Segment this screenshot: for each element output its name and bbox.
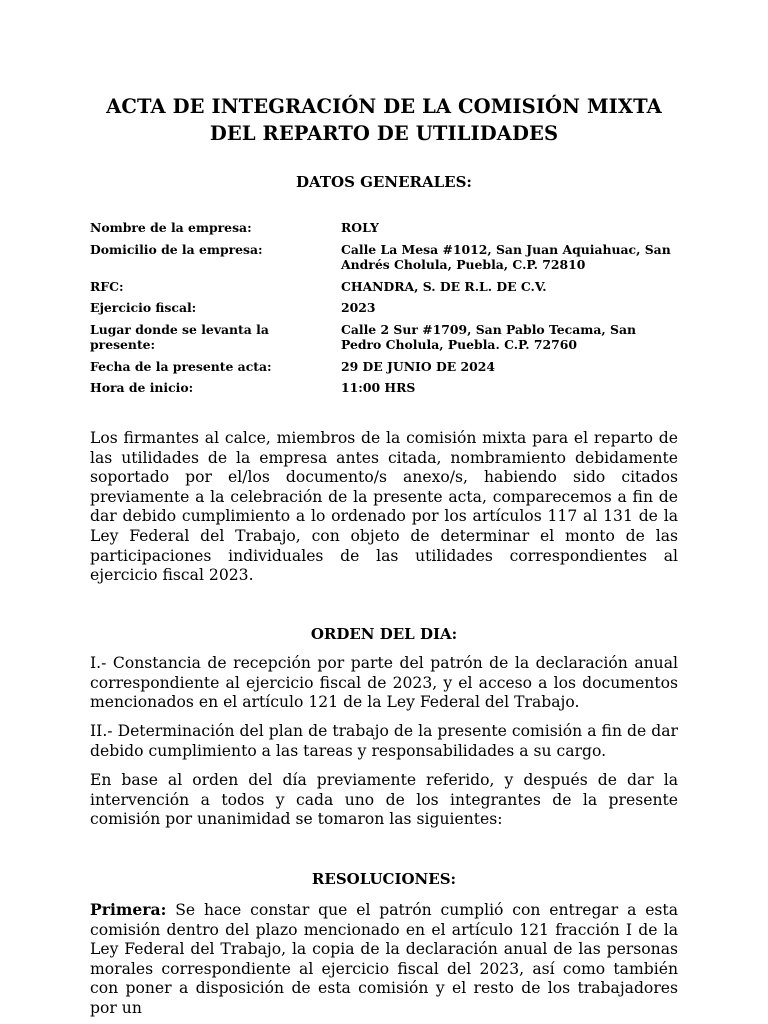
company-name-value: ROLY: [341, 220, 379, 235]
agenda-heading: ORDEN DEL DIA:: [310, 625, 458, 643]
location-value: Calle 2 Sur #1709, San Pablo Tecama, San Pedro Cholula, Puebla. C.P. 72760: [341, 321, 636, 352]
company-name-label: Nombre de la empresa:: [90, 220, 252, 235]
start-time-label: Hora de inicio:: [90, 380, 194, 395]
agenda-item-2: II.- Determinación del plan de trabajo de la presente comisión a fin de dar debido cumplimiento a las tareas y responsabilidades a su cargo.: [90, 722, 678, 760]
agenda-item-1: I.- Constancia de recepción por parte del patrón de la declaración anual correspondiente al ejercicio fiscal de 2023, y el acceso a los documentos mencionados en el artículo 121 de la Ley Federal del Trabajo.: [90, 654, 678, 712]
document-title: [90, 93, 678, 147]
location-label: Lugar donde se levanta la presente:: [90, 321, 269, 352]
table-row: [90, 242, 678, 279]
start-time-value: 11:00 HRS: [341, 380, 416, 395]
date-label: Fecha de la presente acta:: [90, 358, 272, 374]
title-line-1: ACTA DE INTEGRACIÓN DE LA COMISIÓN MIXTA: [106, 95, 662, 118]
resolution-first-text: Se hace constar que el patrón cumplió con entregar a esta comisión dentro del plazo mencionado en el artículo 121 fracción I de la Ley Federal del Trabajo, la copia de la declaración anual de las personas morales correspondiente al ejercicio fiscal del 2023, así como también con poner a disposición de esta comisión y el resto de los trabajadores por un: [90, 901, 678, 1017]
table-row: [90, 300, 678, 322]
table-row: [90, 380, 678, 396]
general-data-table: [90, 220, 678, 396]
table-row: [90, 359, 678, 381]
rfc-value: CHANDRA, S. DE R.L. DE C.V.: [341, 278, 547, 294]
resolution-first-paragraph: [90, 900, 678, 1019]
title-line-2: DEL REPARTO DE UTILIDADES: [209, 122, 559, 145]
table-row: [90, 322, 678, 359]
table-row: [90, 220, 678, 242]
fiscal-year-label: Ejercicio fiscal:: [90, 300, 197, 315]
date-value: 29 DE JUNIO DE 2024: [341, 358, 495, 374]
company-address-value: Calle La Mesa #1012, San Juan Aquiahuac, San Andrés Cholula, Puebla, C.P. 72810: [341, 241, 671, 272]
rfc-label: RFC:: [90, 278, 124, 294]
resolution-first-label: Primera:: [90, 900, 167, 919]
agenda-closing-paragraph: En base al orden del día previamente referido, y después de dar la intervención a todos y cada uno de los integrantes de la presente comisión por unanimidad se tomaron las siguientes:: [90, 771, 678, 829]
intro-paragraph: Los firmantes al calce, miembros de la comisión mixta para el reparto de las utilidades de la empresa antes citada, nombramiento debidamente soportado por el/los documento/s anexo/s, habiendo sido citados previamente a la celebración de la presente acta, comparecemos a fin de dar debido cumplimiento a lo ordenado por los artículos 117 al 131 de la Ley Federal del Trabajo, con objeto de determinar el monto de las participaciones individuales de las utilidades correspondientes al ejercicio fiscal 2023.: [90, 429, 678, 585]
general-data-heading: DATOS GENERALES:: [296, 173, 472, 191]
fiscal-year-value: 2023: [341, 300, 376, 315]
resolutions-heading: RESOLUCIONES:: [311, 870, 457, 888]
table-row: [90, 279, 678, 301]
company-address-label: Domicilio de la empresa:: [90, 241, 263, 257]
